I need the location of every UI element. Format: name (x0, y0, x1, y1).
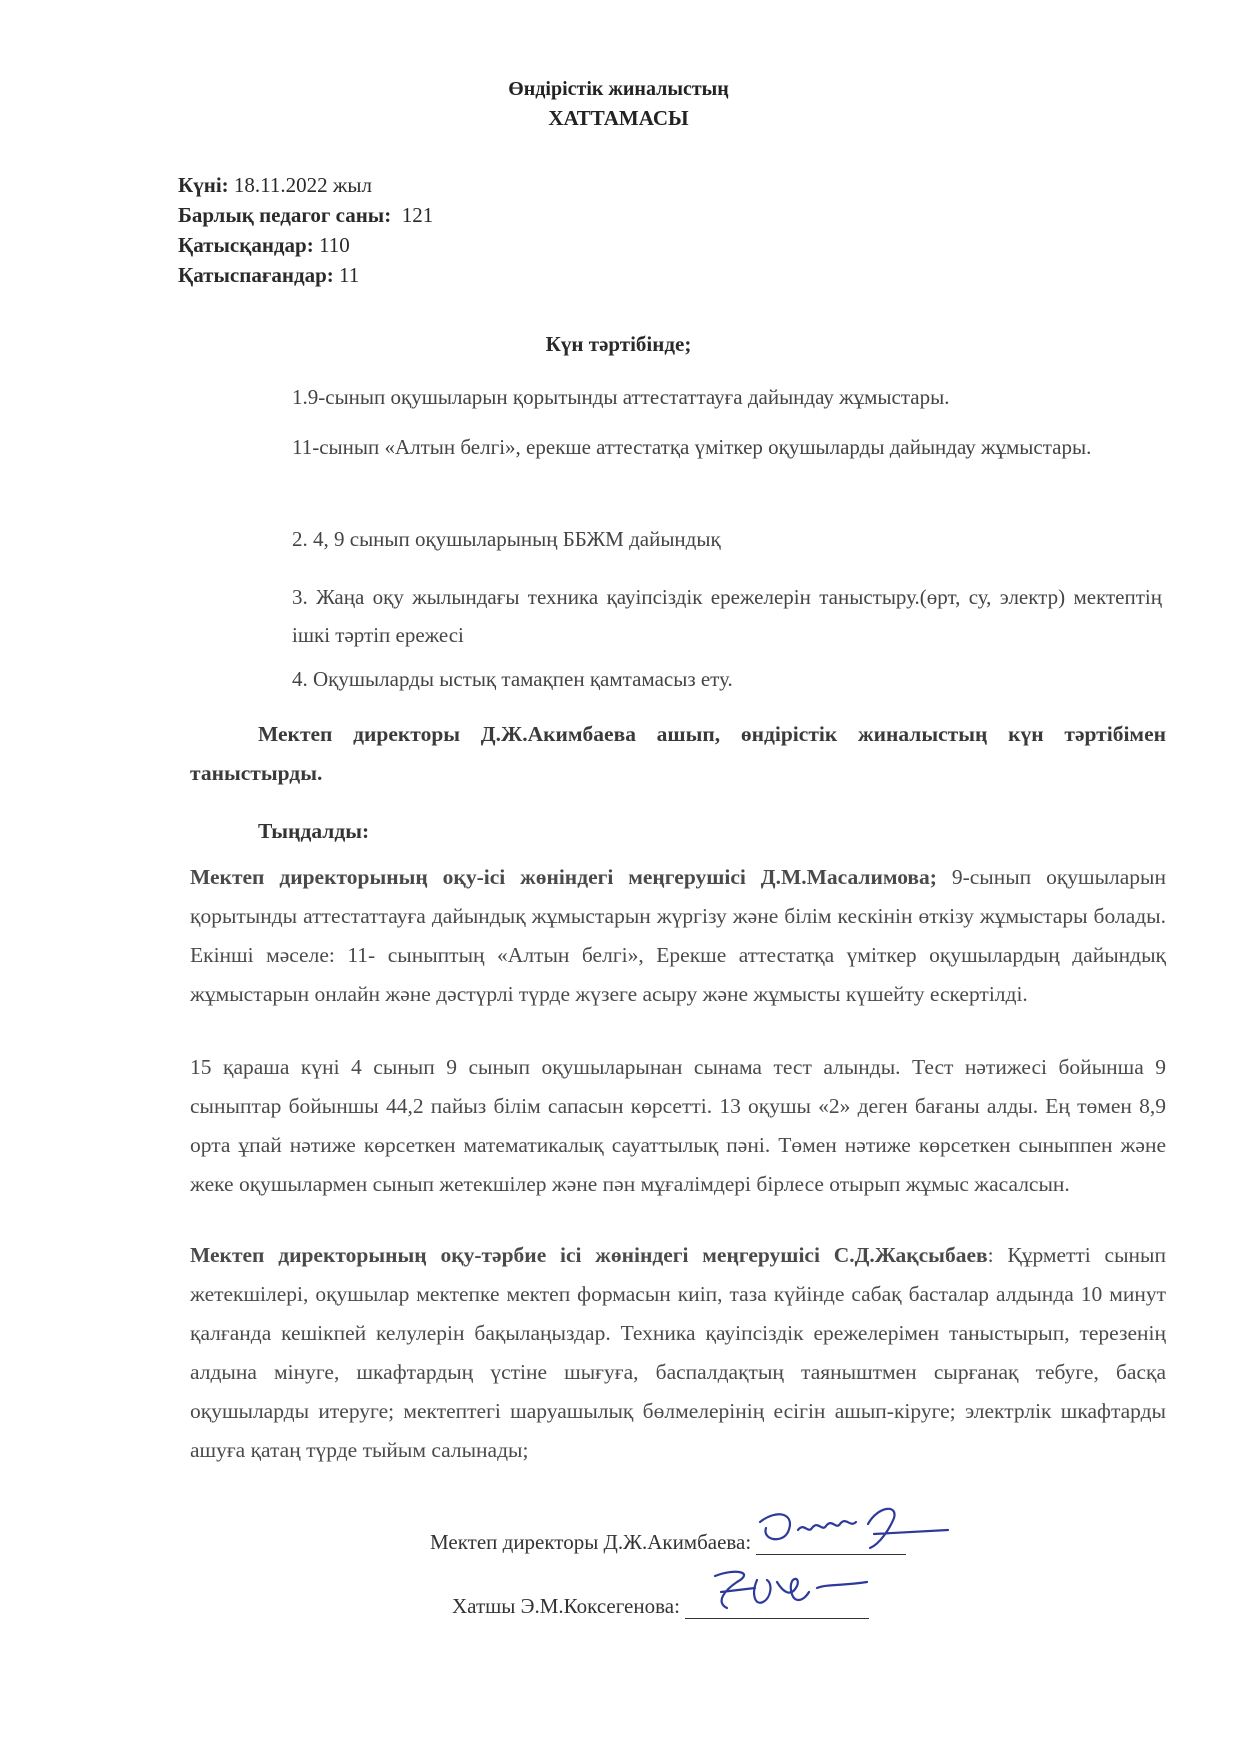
director-signature-line (430, 1530, 906, 1555)
agenda-item: 4. Оқушыларды ыстық тамақпен қамтамасыз ету. (292, 667, 733, 691)
meta-date (178, 170, 433, 200)
director-signature-image (748, 1500, 978, 1560)
meta-total-value: 121 (401, 203, 434, 227)
meta-block (178, 170, 433, 290)
document-title-line1: Өндірістік жиналыстың (508, 78, 729, 100)
speaker-1: Мектеп директорының оқу-ісі жөніндегі меңгерушісі Д.М.Масалимова; (190, 865, 937, 889)
meta-total (178, 200, 433, 230)
director-signature-underline (756, 1534, 906, 1555)
meta-total-label: Барлық педагог саны: (178, 203, 392, 227)
meta-present-label: Қатысқандар: (178, 233, 314, 257)
speaker-2: Мектеп директорының оқу-тәрбие ісі жөніндегі меңгерушісі С.Д.Жақсыбаев (190, 1243, 988, 1267)
heard-label: Тыңдалды: (258, 819, 370, 843)
secretary-signature-line (452, 1594, 869, 1619)
document-title-line2: ХАТТАМАСЫ (548, 106, 689, 130)
meta-absent-value: 11 (339, 263, 360, 287)
secretary-signature-label: Хатшы Э.М.Коксегенова: (452, 1594, 680, 1618)
meta-present (178, 230, 433, 260)
opening-paragraph: Мектеп директоры Д.Ж.Акимбаева ашып, өндірістік жиналыстың күн тәртібімен таныстырды. (190, 722, 1166, 785)
agenda-item: 2. 4, 9 сынып оқушыларының ББЖМ дайындық (292, 527, 721, 551)
meta-date-label: Күні: (178, 173, 229, 197)
agenda-item: 3. Жаңа оқу жылындағы техника қауіпсіздік ережелерін таныстыру.(өрт, су, электр) мектептің ішкі тәртіп ережесі (292, 585, 1162, 647)
meta-present-value: 110 (318, 233, 350, 257)
agenda-item: 11-сынып «Алтын белгі», ерекше аттестатқа үміткер оқушыларды дайындау жұмыстары. (292, 435, 1092, 459)
director-signature-label: Мектеп директоры Д.Ж.Акимбаева: (430, 1530, 752, 1554)
speech-1-text: 9-сынып оқушыларын қорытынды аттестаттауға дайындық жұмыстарын жүргізу және білім кескінін өткізу жұмыстары болады. Екінші мәселе: 11- сыныптың «Алтын белгі», Ерекше аттестатқа үміткер оқушылардың дайындық жұмыстарын онлайн және дәстүрлі түрде жүзеге асыру және жұмысты күшейту ескертілді. (190, 865, 1166, 1006)
speech-paragraph-2 (190, 1236, 1166, 1470)
secretary-signature-image (685, 1562, 885, 1622)
speech-paragraph-1-cont: 15 қараша күні 4 сынып 9 сынып оқушыларынан сынама тест алынды. Тест нәтижесі бойынша 9 сыныптар бойыншы 44,2 пайыз білім сапасын көрсетті. 13 оқушы «2» деген бағаны алды. Ең төмен 8,9 орта ұпай нәтиже көрсеткен математикалық сауаттылық пәні. Төмен нәтиже көрсеткен сыныппен және жеке оқушылармен сынып жетекшілер және пән мұғалімдері бірлесе отырып жұмыс жасалсын. (190, 1055, 1166, 1196)
agenda-item: 1.9-сынып оқушыларын қорытынды аттестаттауға дайындау жұмыстары. (292, 385, 950, 409)
speech-2-text: : Құрметті сынып жетекшілері, оқушылар мектепке мектеп формасын киіп, таза күйінде сабақ басталар алдында 10 минут қалғанда кешікпей келулерін бақылаңыздар. Техника қауіпсіздік ережелерімен таныстырып, терезенің алдына мінуге, шкафтардың үстіне шығуға, баспалдақтың таяныштмен сырғанақ тебуге, басқа оқушыларды итеруге; мектептегі шаруашылық бөлмелерінің есігін ашып-кіруге; электрлік шкафтарды ашуға қатаң түрде тыйым салынады; (190, 1243, 1166, 1462)
speech-paragraph-1 (190, 858, 1166, 1014)
meta-absent-label: Қатыспағандар: (178, 263, 334, 287)
secretary-signature-underline (685, 1598, 869, 1619)
meta-date-value: 18.11.2022 жыл (233, 173, 372, 197)
agenda-heading: Күн тәртібінде; (545, 332, 692, 356)
meta-absent (178, 260, 433, 290)
